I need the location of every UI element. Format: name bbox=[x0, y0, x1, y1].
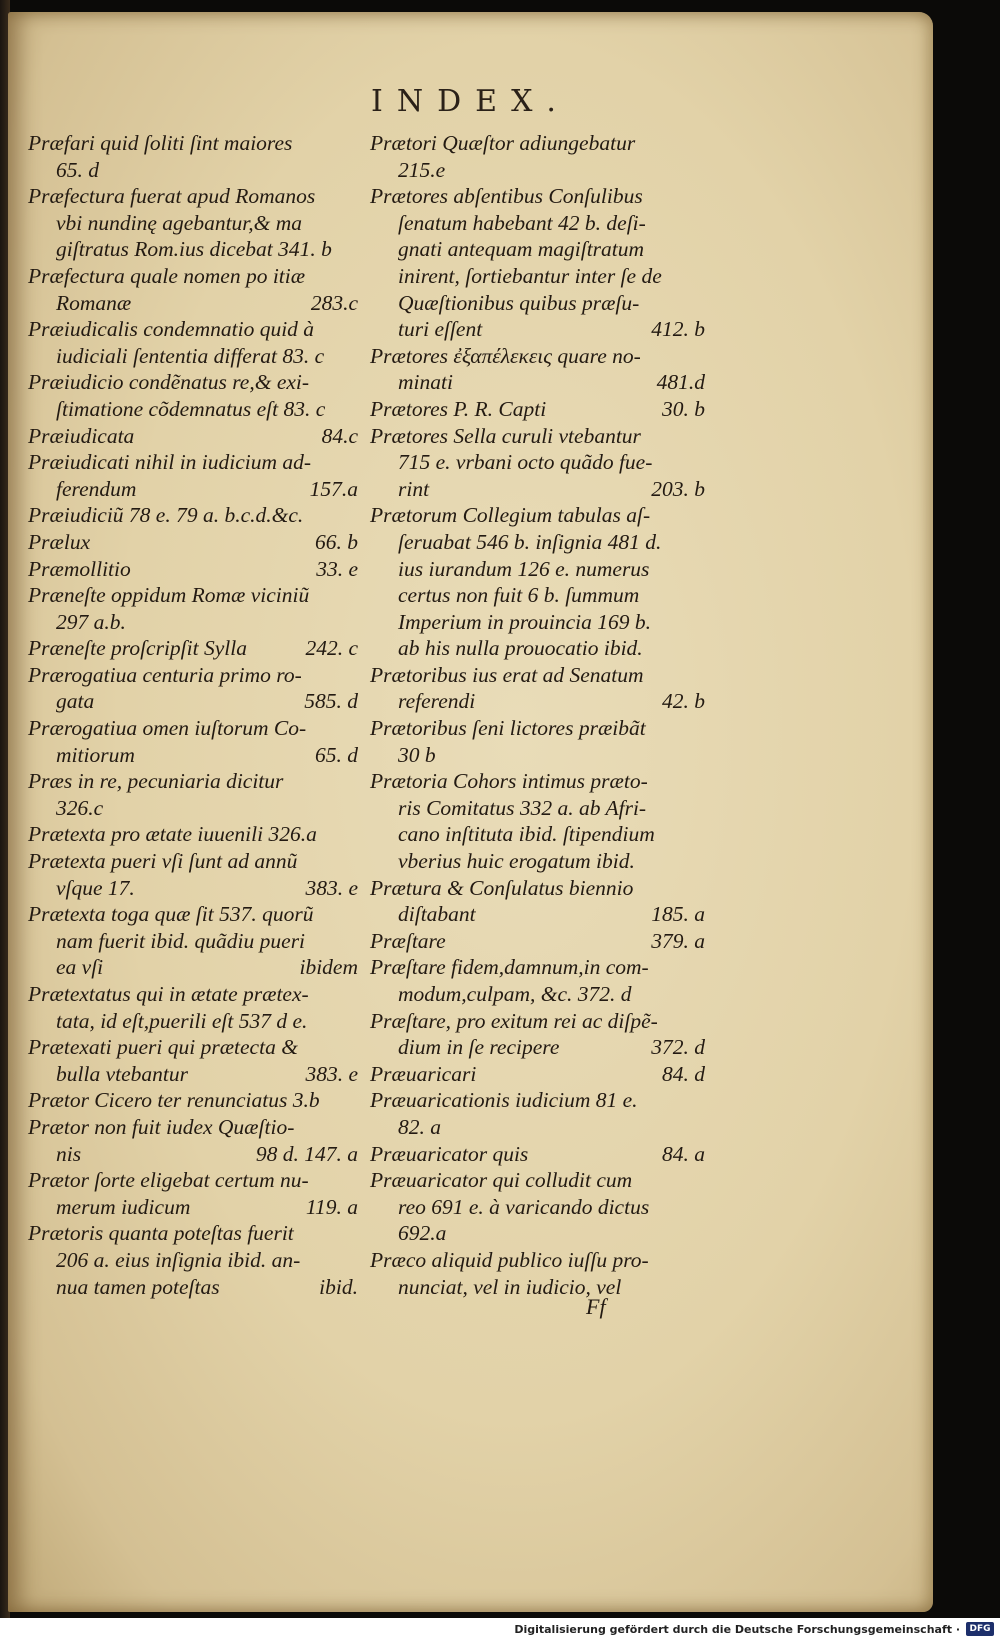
entry-continuation-line: vberius huic erogatum ibid. bbox=[398, 849, 635, 874]
index-entry bbox=[28, 1220, 358, 1300]
index-entry bbox=[370, 1061, 705, 1088]
entry-continuation-line: Imperium in prouincia 169 b. bbox=[398, 609, 652, 634]
entry-continuation-line: 30 b bbox=[398, 742, 436, 767]
entry-continuation-line: giſtratus Rom.ius dicebat 341. b bbox=[56, 237, 332, 262]
entry-page-reference: 30. b bbox=[662, 396, 705, 421]
entry-page-reference: 84.c bbox=[321, 423, 358, 448]
index-entry bbox=[370, 1087, 705, 1140]
entry-headword-line: Prætextatus qui in ætate prætex- bbox=[28, 982, 309, 1006]
index-entry bbox=[370, 1141, 705, 1168]
catchword: Ff bbox=[586, 1294, 606, 1319]
index-entry bbox=[28, 423, 358, 450]
entry-headword-line: Præuaricationis iudicium 81 e. bbox=[370, 1088, 638, 1113]
entry-continuation-line: ea vſi bbox=[56, 955, 104, 980]
entry-headword-line: Prærogatiua omen iuſtorum Co- bbox=[28, 716, 307, 741]
entry-continuation-line: mitiorum bbox=[56, 742, 135, 767]
entry-continuation-line: vſque 17. bbox=[56, 875, 135, 900]
entry-continuation-line: ſenatum habebant 42 b. deſi- bbox=[398, 210, 646, 235]
index-entry bbox=[28, 1034, 358, 1087]
index-entry bbox=[370, 183, 705, 343]
entry-continuation-line: ferendum bbox=[56, 476, 137, 501]
entry-headword-line: Præiudiciũ 78 e. 79 a. b.c.d.&c. bbox=[28, 503, 304, 528]
entry-continuation-line: gata bbox=[56, 689, 95, 714]
entry-continuation-line: 326.c bbox=[56, 795, 104, 820]
entry-headword-line: Prætor Cicero ter renunciatus 3.b bbox=[28, 1088, 320, 1113]
entry-headword-line: Prætoribus ius erat ad Senatum bbox=[370, 662, 644, 687]
entry-headword-line: Prætor non fuit iudex Quæſtio- bbox=[28, 1114, 295, 1139]
index-entry bbox=[28, 1167, 358, 1220]
entry-headword-line: Præs in re, pecuniaria dicitur bbox=[28, 769, 284, 794]
entry-headword-line: Præuaricator quis bbox=[370, 1141, 529, 1166]
entry-continuation-line: nam fuerit ibid. quãdiu pueri bbox=[56, 928, 306, 953]
entry-headword-line: Præmollitio bbox=[28, 556, 131, 581]
entry-page-reference: 203. b bbox=[651, 476, 705, 501]
entry-continuation-line: rint bbox=[398, 476, 430, 501]
digitization-footer bbox=[0, 1618, 1000, 1640]
index-entry bbox=[370, 928, 705, 955]
index-entry bbox=[28, 821, 358, 848]
entry-continuation-line: nunciat, vel in iudicio, vel bbox=[398, 1274, 622, 1299]
entry-continuation-line: 715 e. vrbani octo quãdo fue- bbox=[398, 450, 653, 475]
entry-continuation-line: reo 691 e. à varicando dictus bbox=[398, 1194, 650, 1219]
entry-headword-line: Præfari quid ſoliti ſint maiores bbox=[28, 131, 293, 155]
index-entry bbox=[28, 556, 358, 583]
entry-continuation-line: 297 a.b. bbox=[56, 609, 126, 634]
entry-continuation-line: ſtimatione cõdemnatus eſt 83. c bbox=[56, 396, 326, 421]
index-entry bbox=[370, 1167, 705, 1247]
index-entry bbox=[28, 901, 358, 981]
index-entry bbox=[28, 449, 358, 502]
index-entry bbox=[28, 1114, 358, 1167]
entry-headword-line: Prætexta pueri vſi ſunt ad annũ bbox=[28, 849, 298, 874]
entry-page-reference: 372. d bbox=[651, 1035, 705, 1060]
index-entry bbox=[28, 183, 358, 263]
entry-headword-line: Prætores abſentibus Conſulibus bbox=[370, 184, 643, 209]
entry-continuation-line: merum iudicum bbox=[56, 1194, 191, 1219]
entry-page-reference: 119. a bbox=[305, 1194, 358, 1219]
entry-page-reference: 481.d bbox=[656, 370, 705, 395]
entry-headword-line: Prætores P. R. Capti bbox=[370, 396, 547, 421]
entry-headword-line: Præiudicio condẽnatus re,& exi- bbox=[28, 370, 310, 395]
entry-page-reference: 283.c bbox=[310, 290, 358, 315]
entry-headword-line: Præfectura fuerat apud Romanos bbox=[28, 184, 316, 209]
entry-page-reference: 379. a bbox=[651, 928, 705, 953]
entry-page-reference: ibidem bbox=[299, 955, 358, 980]
index-entry bbox=[370, 396, 705, 423]
entry-continuation-line: ius iurandum 126 e. numerus bbox=[398, 556, 650, 581]
entry-continuation-line: bulla vtebantur bbox=[56, 1061, 188, 1086]
entry-headword-line: Præuaricari bbox=[370, 1061, 477, 1086]
entry-headword-line: Prætores Sella curuli vtebantur bbox=[370, 423, 641, 448]
entry-headword-line: Præneſte oppidum Romæ viciniũ bbox=[28, 583, 310, 608]
entry-headword-line: Prærogatiua centuria primo ro- bbox=[28, 662, 302, 687]
index-entry bbox=[28, 848, 358, 901]
entry-continuation-line: ab his nulla prouocatio ibid. bbox=[398, 636, 643, 661]
entry-continuation-line: 65. d bbox=[56, 157, 99, 182]
entry-headword-line: Præuaricator qui colludit cum bbox=[370, 1168, 633, 1193]
entry-page-reference: 65. d bbox=[315, 742, 358, 767]
entry-page-reference: 84. d bbox=[662, 1061, 705, 1086]
entry-continuation-line: 82. a bbox=[398, 1114, 441, 1139]
index-entry bbox=[28, 768, 358, 821]
entry-continuation-line: nis bbox=[56, 1141, 82, 1166]
index-entry bbox=[28, 662, 358, 715]
index-entry bbox=[28, 130, 358, 183]
entry-continuation-line: diſtabant bbox=[398, 902, 476, 927]
entry-headword-line: Prætoribus ſeni lictores præibãt bbox=[370, 716, 646, 741]
entry-headword-line: Prælux bbox=[28, 529, 91, 554]
index-entry bbox=[370, 875, 705, 928]
entry-headword-line: Præneſte proſcripſit Sylla bbox=[28, 636, 247, 661]
index-entry bbox=[28, 582, 358, 635]
book-page bbox=[8, 12, 933, 1612]
index-entry bbox=[370, 768, 705, 874]
entry-headword-line: Prætores ἐξαπέλεκεις quare no- bbox=[370, 343, 641, 368]
index-entry bbox=[28, 715, 358, 768]
index-entry bbox=[28, 263, 358, 316]
entry-page-reference: 98 d. 147. a bbox=[255, 1141, 358, 1166]
entry-page-reference: 157.a bbox=[309, 476, 358, 501]
entry-headword-line: Prætura & Conſulatus biennio bbox=[370, 875, 634, 900]
entry-continuation-line: ſeruabat 546 b. inſignia 481 d. bbox=[398, 529, 662, 554]
entry-page-reference: 42. b bbox=[662, 689, 705, 714]
entry-page-reference: 242. c bbox=[305, 636, 358, 661]
entry-continuation-line: 206 a. eius inſignia ibid. an- bbox=[56, 1247, 301, 1272]
entry-headword-line: Præſtare bbox=[370, 928, 446, 953]
entry-page-reference: 33. e bbox=[316, 556, 358, 581]
index-entry bbox=[370, 1247, 705, 1300]
dfg-logo: DFG bbox=[966, 1622, 994, 1636]
entry-headword-line: Præiudicata bbox=[28, 423, 135, 448]
entry-continuation-line: gnati antequam magiſtratum bbox=[398, 237, 645, 262]
entry-continuation-line: iudiciali ſententia differat 83. c bbox=[56, 343, 325, 368]
entry-headword-line: Præſtare, pro exitum rei ac diſpẽ- bbox=[370, 1008, 658, 1033]
page-header: INDEX. bbox=[371, 84, 570, 119]
entry-page-reference: 185. a bbox=[651, 902, 705, 927]
index-entry bbox=[370, 662, 705, 715]
entry-headword-line: Prætorum Collegium tabulas aſ- bbox=[370, 503, 651, 528]
entry-headword-line: Prætexta pro ætate iuuenili 326.a bbox=[28, 822, 317, 847]
index-entry bbox=[370, 715, 705, 768]
entry-page-reference: 585. d bbox=[304, 689, 358, 714]
index-column-right bbox=[370, 130, 705, 1300]
entry-headword-line: Prætori Quæſtor adiungebatur bbox=[370, 131, 636, 155]
entry-headword-line: Prætoris quanta poteſtas fuerit bbox=[28, 1221, 294, 1246]
entry-page-reference: 84. a bbox=[662, 1141, 705, 1166]
entry-page-reference: ibid. bbox=[319, 1274, 358, 1299]
index-entry bbox=[370, 343, 705, 396]
index-entry bbox=[28, 1087, 358, 1114]
entry-page-reference: 383. e bbox=[305, 875, 358, 900]
entry-headword-line: Præiudicalis condemnatio quid à bbox=[28, 317, 315, 342]
index-entry bbox=[28, 635, 358, 662]
index-entry bbox=[370, 423, 705, 503]
entry-continuation-line: minati bbox=[398, 370, 453, 395]
index-entry bbox=[28, 529, 358, 556]
entry-continuation-line: tata, id eſt,puerili eſt 537 d e. bbox=[56, 1008, 308, 1033]
entry-headword-line: Prætexati pueri qui prætecta & bbox=[28, 1035, 298, 1060]
entry-headword-line: Præfectura quale nomen po itiæ bbox=[28, 263, 306, 288]
index-entry bbox=[28, 981, 358, 1034]
entry-headword-line: Præſtare fidem,damnum,in com- bbox=[370, 955, 649, 980]
entry-continuation-line: 692.a bbox=[398, 1221, 447, 1246]
index-column-left bbox=[28, 130, 358, 1300]
entry-continuation-line: Romanæ bbox=[56, 290, 132, 315]
entry-continuation-line: certus non fuit 6 b. ſummum bbox=[398, 583, 640, 608]
entry-page-reference: 412. b bbox=[651, 317, 705, 342]
entry-continuation-line: vbi nundinę agebantur,& ma bbox=[56, 210, 303, 235]
entry-continuation-line: Quæſtionibus quibus præſu- bbox=[398, 290, 640, 315]
entry-page-reference: 66. b bbox=[315, 529, 358, 554]
entry-headword-line: Præiudicati nihil in iudicium ad- bbox=[28, 450, 312, 475]
entry-headword-line: Prætexta toga quæ ſit 537. quorũ bbox=[28, 902, 314, 927]
entry-continuation-line: cano inſtituta ibid. ſtipendium bbox=[398, 822, 655, 847]
entry-continuation-line: ris Comitatus 332 a. ab Afri- bbox=[398, 795, 647, 820]
entry-page-reference: 383. e bbox=[305, 1061, 358, 1086]
index-entry bbox=[370, 1008, 705, 1061]
index-entry bbox=[370, 502, 705, 662]
entry-continuation-line: inirent, ſortiebantur inter ſe de bbox=[398, 263, 662, 288]
footer-credit-text: Digitalisierung gefördert durch die Deutsche Forschungsgemeinschaft · bbox=[514, 1622, 960, 1636]
entry-continuation-line: nua tamen poteſtas bbox=[56, 1274, 220, 1299]
entry-headword-line: Præco aliquid publico iuſſu pro- bbox=[370, 1247, 649, 1272]
entry-continuation-line: modum,culpam, &c. 372. d bbox=[398, 982, 632, 1006]
entry-continuation-line: referendi bbox=[398, 689, 476, 714]
index-entry bbox=[28, 502, 358, 529]
entry-continuation-line: 215.e bbox=[398, 157, 446, 182]
index-entry bbox=[370, 954, 705, 1007]
index-entry bbox=[28, 369, 358, 422]
entry-continuation-line: turi eſſent bbox=[398, 317, 483, 342]
entry-headword-line: Prætor ſorte eligebat certum nu- bbox=[28, 1168, 309, 1193]
index-entry bbox=[370, 130, 705, 183]
index-entry bbox=[28, 316, 358, 369]
entry-continuation-line: dium in ſe recipere bbox=[398, 1035, 560, 1060]
entry-headword-line: Prætoria Cohors intimus præto- bbox=[370, 769, 648, 794]
